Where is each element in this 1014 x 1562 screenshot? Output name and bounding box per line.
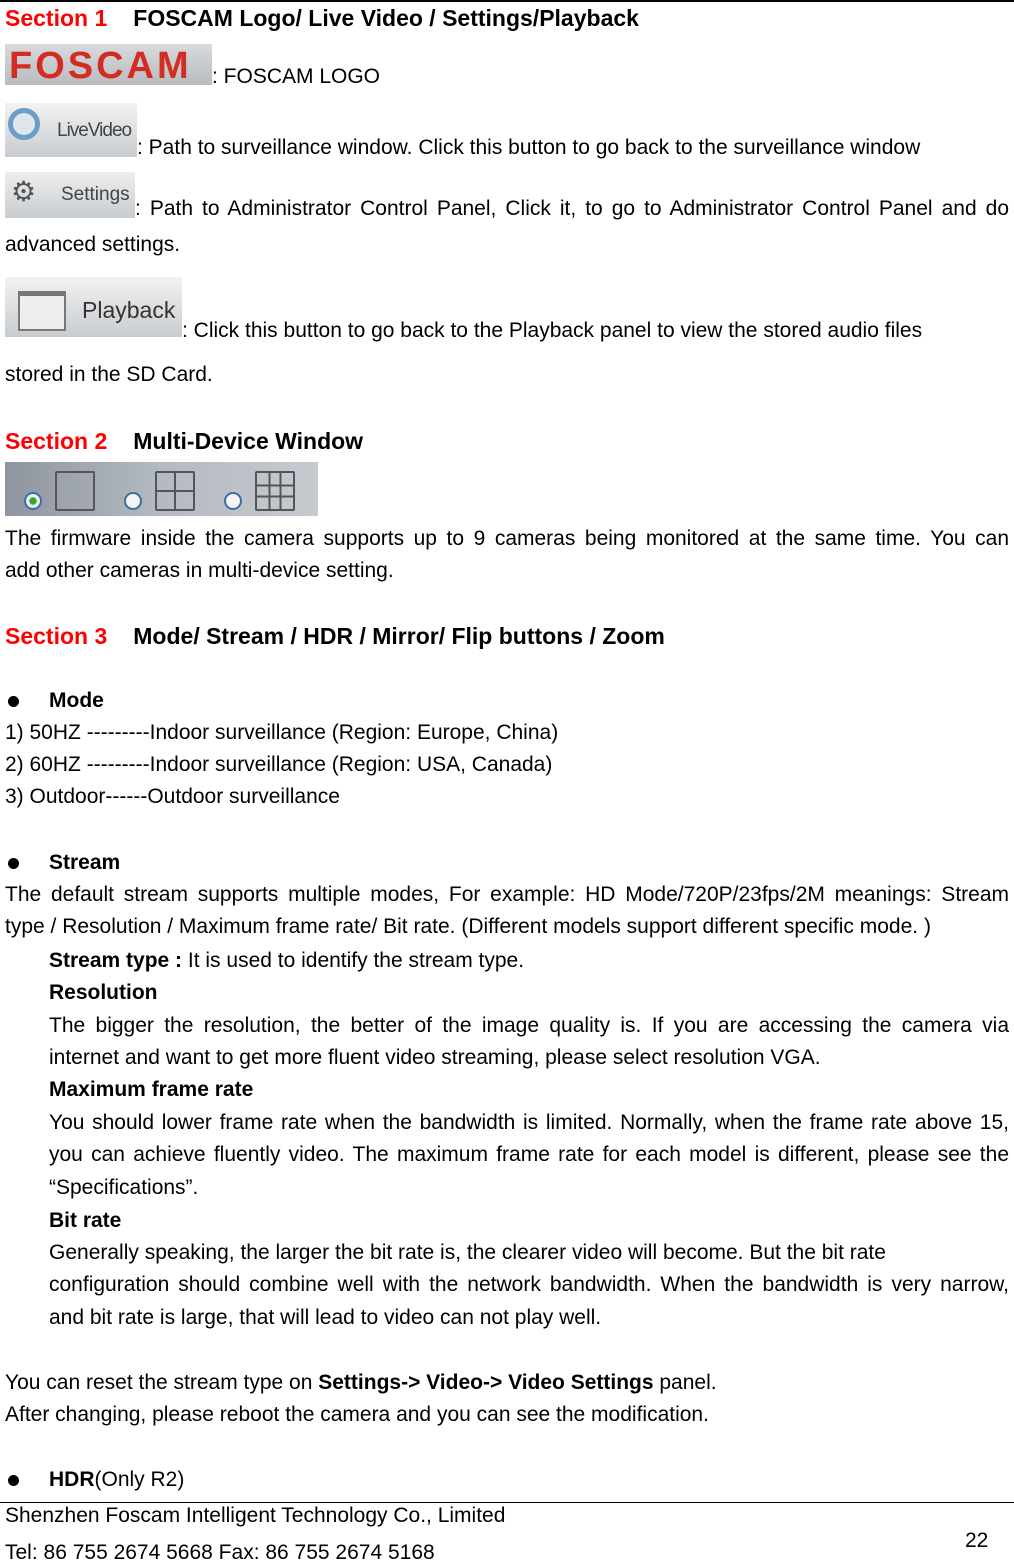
frame-rate-heading: Maximum frame rate bbox=[49, 1078, 254, 1101]
section-label: Section 2 bbox=[5, 428, 108, 454]
stream-type-label: Stream type : bbox=[49, 949, 183, 972]
stream-type-text: It is used to identify the stream type. bbox=[182, 949, 525, 972]
livevideo-button-image bbox=[5, 103, 137, 157]
mode-item: 3) Outdoor------Outdoor surveillance bbox=[5, 785, 340, 808]
section-3-heading bbox=[5, 624, 665, 648]
bullet-icon bbox=[8, 696, 19, 707]
playback-label: Playback bbox=[82, 297, 176, 323]
playback-desc: : Click this button to go back to the Playback panel to view the stored audio files bbox=[182, 319, 923, 342]
page-number: 22 bbox=[965, 1529, 989, 1552]
top-rule bbox=[0, 0, 1014, 2]
stream-text: type / Resolution / Maximum frame rate/ Bit rate. (Different models support different specific mode. ) bbox=[5, 915, 931, 938]
logo-desc: : FOSCAM LOGO bbox=[212, 65, 381, 88]
bit-rate-text: configuration should combine well with the network bandwidth. When the bandwidth is very narrow, bbox=[49, 1273, 1009, 1296]
livevideo-desc: : Path to surveillance window. Click this button to go back to the surveillance window bbox=[137, 136, 921, 159]
foscam-logo bbox=[5, 44, 212, 85]
frame-rate-text: You should lower frame rate when the bandwidth is limited. Normally, when the frame rate above 15, bbox=[49, 1111, 1009, 1134]
footer-contact: Tel: 86 755 2674 5668 Fax: 86 755 2674 5168 bbox=[5, 1541, 435, 1562]
frame-rate-text: “Specifications”. bbox=[49, 1176, 199, 1199]
settings-desc-cont: advanced settings. bbox=[5, 233, 181, 256]
section-label: Section 1 bbox=[5, 5, 108, 31]
hdr-note: (Only R2) bbox=[94, 1468, 185, 1491]
mode-item: 2) 60HZ ---------Indoor surveillance (Region: USA, Canada) bbox=[5, 753, 553, 776]
layout-1-radio[interactable] bbox=[24, 492, 42, 510]
logo-text: FOSCAM bbox=[9, 45, 192, 87]
playback-desc-cont: stored in the SD Card. bbox=[5, 363, 213, 386]
section-2-text: add other cameras in multi-device setting. bbox=[5, 559, 394, 582]
bullet-icon bbox=[8, 1475, 19, 1486]
stream-text: The default stream supports multiple modes, For example: HD Mode/720P/23fps/2M meanings: Stream bbox=[5, 883, 1009, 906]
mode-item: 1) 50HZ ---------Indoor surveillance (Region: Europe, China) bbox=[5, 721, 559, 744]
settings-desc: : Path to Administrator Control Panel, Click it, to go to Administrator Control Panel and do bbox=[135, 197, 1009, 220]
settings-path: Settings-> Video-> Video Settings bbox=[318, 1371, 654, 1394]
stream-heading: Stream bbox=[49, 851, 121, 874]
bit-rate-heading: Bit rate bbox=[49, 1209, 122, 1232]
footer-company: Shenzhen Foscam Intelligent Technology Co., Limited bbox=[5, 1504, 506, 1527]
resolution-text: internet and want to get more fluent video streaming, please select resolution VGA. bbox=[49, 1046, 821, 1069]
bit-rate-text: and bit rate is large, that will lead to video can not play well. bbox=[49, 1306, 602, 1329]
mode-heading: Mode bbox=[49, 689, 104, 712]
resolution-text: The bigger the resolution, the better of the image quality is. If you are accessing the camera via bbox=[49, 1014, 1009, 1037]
stream-type-line bbox=[49, 949, 524, 973]
layout-9-icon[interactable] bbox=[255, 471, 295, 511]
layout-1-icon[interactable] bbox=[55, 471, 95, 511]
livevideo-label: LiveVideo bbox=[57, 120, 132, 141]
footer-rule bbox=[0, 1502, 1014, 1503]
bullet-icon bbox=[8, 858, 19, 869]
frame-rate-text: you can achieve fluently video. The maximum frame rate for each model is different, please see the bbox=[49, 1143, 1009, 1166]
section-label: Section 3 bbox=[5, 623, 108, 649]
settings-button-image bbox=[5, 172, 135, 218]
settings-label: Settings bbox=[61, 184, 130, 205]
text: You can reset the stream type on bbox=[5, 1371, 319, 1394]
resolution-heading: Resolution bbox=[49, 981, 158, 1004]
multi-device-layout-selector bbox=[5, 462, 318, 516]
hdr-heading-line bbox=[49, 1468, 184, 1492]
reset-stream-line bbox=[5, 1371, 717, 1395]
calendar-icon bbox=[18, 291, 66, 331]
section-title: FOSCAM Logo/ Live Video / Settings/Playback bbox=[133, 5, 639, 31]
layout-4-radio[interactable] bbox=[124, 492, 142, 510]
webcam-icon bbox=[8, 108, 40, 140]
layout-4-icon[interactable] bbox=[155, 471, 195, 511]
section-title: Mode/ Stream / HDR / Mirror/ Flip buttons / Zoom bbox=[133, 623, 665, 649]
gear-wrench-icon: ⚙ bbox=[11, 176, 37, 207]
bit-rate-text: Generally speaking, the larger the bit rate is, the clearer video will become. But the bit rate bbox=[49, 1241, 886, 1264]
text: panel. bbox=[653, 1371, 717, 1394]
layout-9-radio[interactable] bbox=[224, 492, 242, 510]
section-1-heading bbox=[5, 6, 639, 30]
hdr-heading: HDR bbox=[49, 1468, 95, 1491]
section-2-heading bbox=[5, 429, 363, 453]
reboot-note: After changing, please reboot the camera and you can see the modification. bbox=[5, 1403, 709, 1426]
section-2-text: The firmware inside the camera supports up to 9 cameras being monitored at the same time. You can bbox=[5, 527, 1009, 550]
section-title: Multi-Device Window bbox=[133, 428, 364, 454]
playback-button-image bbox=[5, 277, 182, 337]
